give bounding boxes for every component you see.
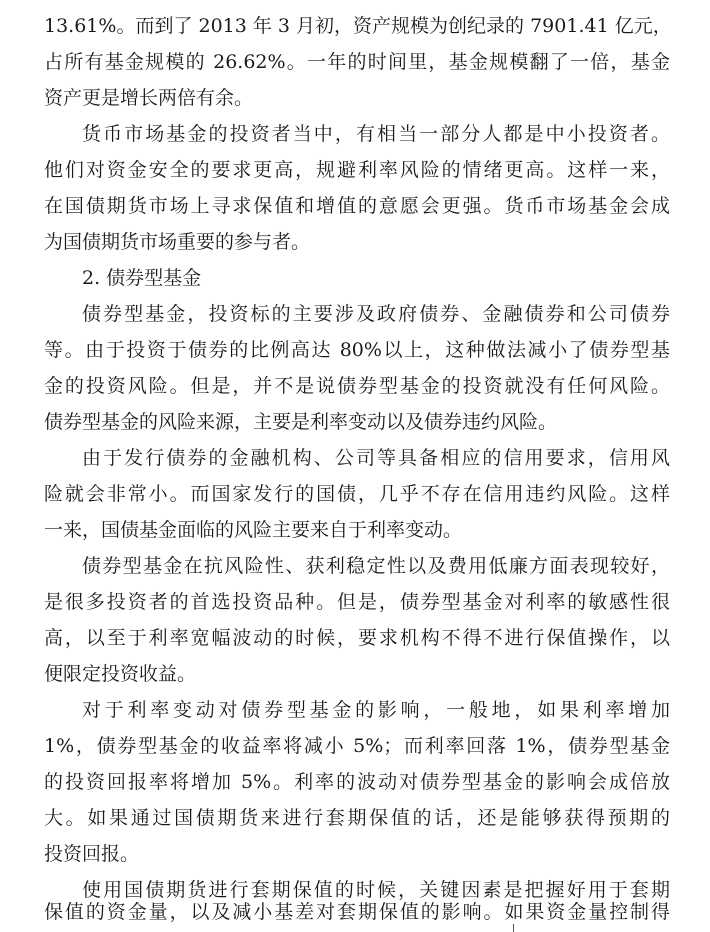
paragraph-line: 货币市场基金的投资者当中，有相当一部分人都是中小投资者。 [82, 123, 670, 145]
paragraph-line: 的投资回报率将增加 5%。利率的波动对债券型基金的影响会成倍放 [44, 771, 670, 793]
paragraph-line: 是很多投资者的首选投资品种。但是，债券型基金对利率的敏感性很 [44, 591, 670, 613]
paragraph-line: 险就会非常小。而国家发行的国债，几乎不存在信用违约风险。这样 [44, 483, 670, 505]
paragraph-line: 债券型基金在抗风险性、获利稳定性以及费用低廉方面表现较好， [82, 555, 670, 577]
paragraph-line: 高，以至于利率宽幅波动的时候，要求机构不得不进行保值操作，以 [44, 627, 670, 649]
paragraph-line: 使用国债期货进行套期保值的时候，关键因素是把握好用于套期 [82, 879, 670, 901]
paragraph-line: 投资回报。 [44, 843, 140, 865]
paragraph-line: 占所有基金规模的 26.62%。一年的时间里，基金规模翻了一倍，基金 [44, 51, 670, 73]
paragraph-line: 债券型基金，投资标的主要涉及政府债券、金融债券和公司债券 [82, 303, 670, 325]
paragraph-line: 为国债期货市场重要的参与者。 [44, 231, 311, 253]
paragraph-line: 资产更是增长两倍有余。 [44, 87, 254, 109]
paragraph-line: 他们对资金安全的要求更高，规避利率风险的情绪更高。这样一来， [44, 159, 670, 181]
paragraph-line: 在国债期货市场上寻求保值和增值的意愿会更强。货币市场基金会成 [44, 195, 670, 217]
paragraph-line: 一来，国债基金面临的风险主要来自于利率变动。 [44, 519, 463, 541]
paragraph-line: 金的投资风险。但是，并不是说债券型基金的投资就没有任何风险。 [44, 375, 670, 397]
paragraph-line: 债券型基金的风险来源，主要是利率变动以及债券违约风险。 [44, 411, 558, 433]
paragraph-line: 1%，债券型基金的收益率将减小 5%；而利率回落 1%，债券型基金 [44, 735, 670, 757]
section-heading: 2. 债券型基金 [82, 267, 202, 289]
paragraph-line: 保值的资金量，以及减小基差对套期保值的影响。如果资金量控制得 [44, 901, 670, 923]
page-edge-mark [513, 924, 514, 932]
paragraph-line: 对于利率变动对债券型基金的影响，一般地，如果利率增加 [82, 699, 670, 721]
paragraph-line: 13.61%。而到了 2013 年 3 月初，资产规模为创纪录的 7901.41 亿元， [44, 15, 672, 37]
paragraph-line: 便限定投资收益。 [44, 663, 197, 685]
paragraph-line: 等。由于投资于债券的比例高达 80%以上，这种做法减小了债券型基 [44, 339, 670, 361]
paragraph-line: 大。如果通过国债期货来进行套期保值的话，还是能够获得预期的 [44, 807, 670, 829]
paragraph-line: 由于发行债券的金融机构、公司等具备相应的信用要求，信用风 [82, 447, 670, 469]
